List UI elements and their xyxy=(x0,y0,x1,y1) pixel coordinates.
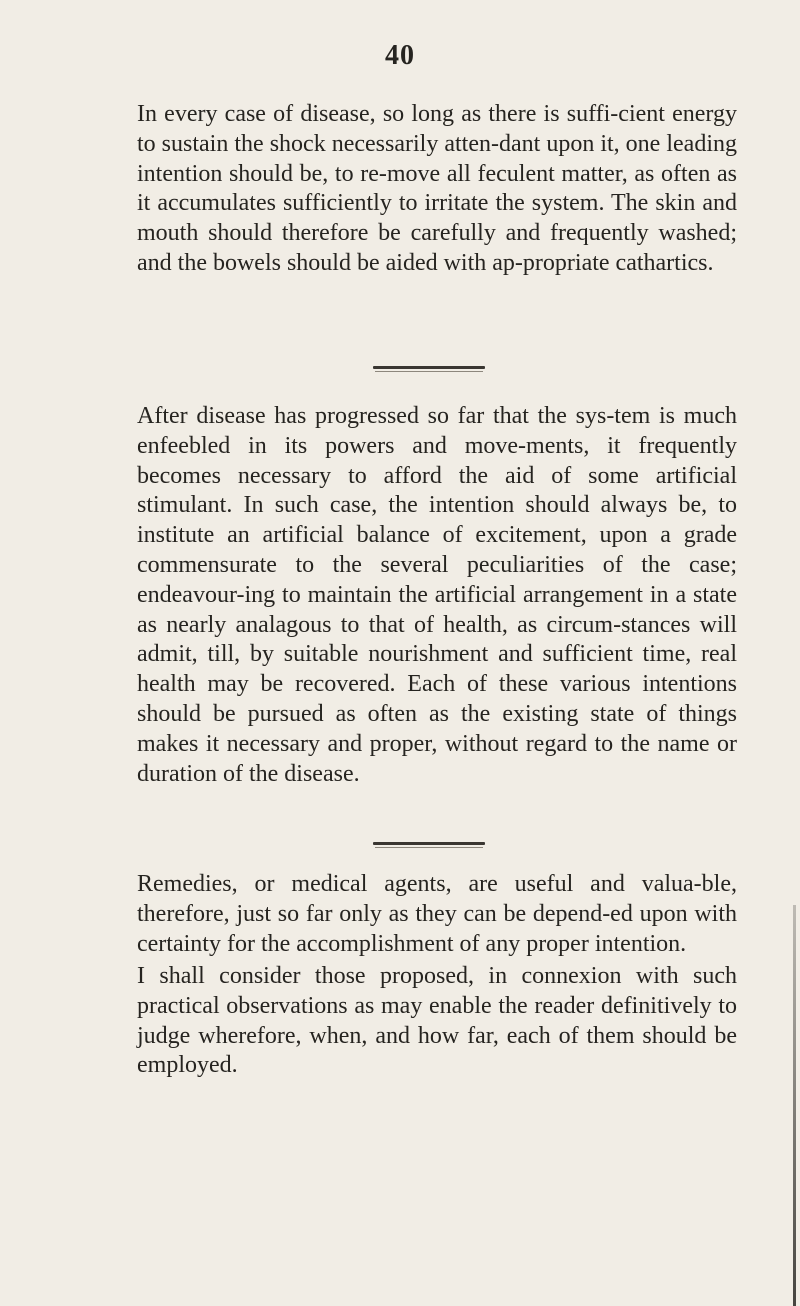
paragraph-2: After disease has progressed so far that the sys-tem is much enfeebled in its powers and move-ments, it frequently becomes necessary to afford the aid of some artificial stimulant. In such case, the intention should always be, to institute an artificial balance of excitement, upon a grade commensurate to the several peculiarities of the case; endeavour-ing to maintain the artificial arrangement in a state as nearly analagous to that of health, as circum-stances will admit, till, by suitable nourishment and sufficient time, real health may be recovered. Each of these various intentions should be pursued as often as the existing state of things makes it necessary and proper, without regard to the name or duration of the disease. xyxy=(137,403,737,787)
paragraph-1: In every case of disease, so long as there is suffi-cient energy to sustain the shock necessarily atten-dant upon it, one leading intention should be, to re-move all feculent matter, as often as it accumulates sufficiently to irritate the system. The skin and mouth should therefore be carefully and frequently washed; and the bowels should be aided with ap-propriate cathartics. xyxy=(137,101,737,276)
page-number: 40 xyxy=(385,40,415,71)
section-divider-rule-shadow xyxy=(375,371,483,372)
page-edge-shadow xyxy=(793,905,796,1306)
section-divider-rule xyxy=(373,842,485,845)
paragraph-4: I shall consider those proposed, in connexion with such practical observations as may enable the reader definitively to judge wherefore, when, and how far, each of them should be employed. xyxy=(137,963,737,1079)
section-divider-rule xyxy=(373,366,485,369)
paragraph-3: Remedies, or medical agents, are useful and valua-ble, therefore, just so far only as they can be depend-ed upon with certainty for the accomplishment of any proper intention. xyxy=(137,871,737,957)
section-divider-rule-shadow xyxy=(375,847,483,848)
